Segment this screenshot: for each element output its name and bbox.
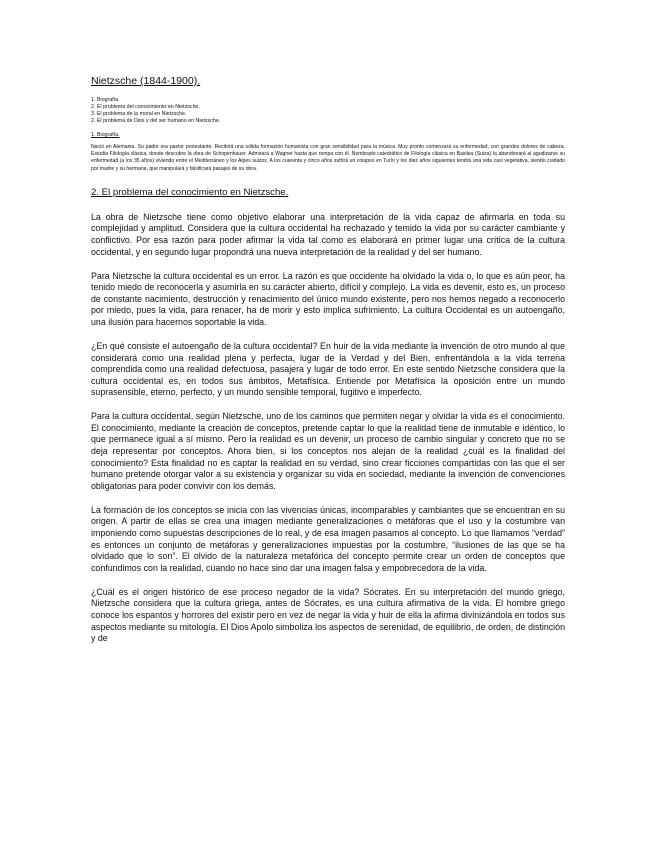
document-title: Nietzsche (1844-1900). (91, 75, 201, 87)
biography-heading: 1. Biografía. (91, 132, 120, 138)
paragraph: La formación de los conceptos se inicia con las vivencias únicas, incomparables y cambiantes que se encuentran en su origen. A partir de ellas se crea una imagen mediante generalizaciones o metáforas que el uso y la costumbre van imponiendo como supuestas descripciones de lo real, y de esa imagen pasamos al concepto. Lo que llamamos “verdad” es entonces un conjunto de metáforas y generalizaciones impuestas por la costumbre, “ilusiones de las que se ha olvidado que lo son”. El olvido de la naturaleza metafórica del concepto permite crear un orden de conceptos que confundimos con la realidad, cuando no hace sino dar una imagen falsa y empobrecedora de la vida. (91, 504, 565, 573)
paragraph: La obra de Nietzsche tiene como objetivo elaborar una interpretación de la vida capaz de afirmarla en toda su complejidad y amplitud. Considera que la cultura occidental ha rechazado y temido la vida por su carácter cambiante y conflictivo. Por esa razón para poder afirmar la vida tal como es elaborará en primer lugar una crítica de la cultura occidental, y en segundo lugar propondrá una nueva interpretación de la realidad y del ser humano. (91, 211, 565, 257)
paragraph: Para Nietzsche la cultura occidental es un error. La razón es que occidente ha olvidado la vida o, lo que es aún peor, ha tenido miedo de reconocerla y asumirla en su carácter abierto, difícil y complejo. La vida es devenir, esto es, un proceso de constante nacimiento, destrucción y renacimiento del único mundo existente, pero nos hemos negado a reconocerlo por miedo, pues la vida, para renacer, ha de morir y esto implica sufrimiento. La cultura Occidental es un autoengaño, una ilusión para hacernos soportable la vida. (91, 270, 565, 327)
paragraph: ¿En qué consiste el autoengaño de la cultura occidental? En huir de la vida mediante la invención de otro mundo al que considerará como una realidad plena y perfecta, lugar de la Verdad y del Bien, enfrentándola a la vida terrena comprendida como una realidad defectuosa, pasajera y lugar de todo error. En este sentido Nietzsche considera que la cultura occidental es, en todos sus ámbitos, Metafísica. Entiende por Metafísica la oposición entre un mundo suprasensible, eterno, perfecto, y un mundo sensible temporal, fugitivo e imperfecto. (91, 340, 565, 398)
toc-item: 3. El problema de la moral en Nietzsche. (91, 111, 187, 117)
paragraph: Para la cultura occidental, según Nietzsche, uno de los caminos que permiten negar y olvidar la vida es el conocimiento. El conocimiento, mediante la creación de conceptos, pretende captar lo que la realidad tiene de inmutable e idéntico, lo que permanece igual a sí mismo. Pero la realidad es un devenir, un proceso de cambio singular y concreto que no se deja representar por conceptos. Ahora bien, si los conceptos nos alejan de la realidad ¿cuál es la finalidad del conocimiento? Esta finalidad no es captar la realidad en su verdad, sino crear ficciones compartidas con las que el ser humano pretende otorgar valor a su existencia y organizar su vida en sociedad, mediante la invención de convenciones obligatorias para poder convivir con los demás. (91, 411, 565, 491)
document-page (91, 75, 565, 657)
paragraph: ¿Cuál es el origen histórico de ese proceso negador de la vida? Sócrates. En su interpretación del mundo griego, Nietzsche considera que la cultura griega, antes de Sócrates, es una cultura afirmativa de la vida. El hombre griego conoce los espantos y horrores del existir pero en vez de negar la vida y huir de ella la afirma divinizándola en todos sus aspectos mediante su mitología. El Dios Apolo simboliza los aspectos de serenidad, de equilibrio, de orden, de distinción y de (91, 586, 565, 644)
toc-item: 2. El problema del conocimiento en Nietzsche. (91, 104, 200, 110)
biography-text: Nació en Alemania. Su padre era pastor protestante. Recibirá una sólida formación humanista con gran sensibilidad para la música. Muy pronto comenzará su enfermedad, con grandes dolores de cabeza. Estudia Filología clásica, donde descubre la obra de Schopenhauer. Admirará a Wagner hasta que rompa con él. Nombrado catedrático de Filología clásica en Basilea (Suiza) la abandonará al agudizarse su enfermedad (a los 35 años) viviendo entre el Mediterráneo y los Alpes suizos. A los cuarenta y cinco años sufrirá un colapso en Turín y los diez años siguientes tendrá una vida casi vegetativa, siendo cuidado por madre y su hermana, que manipulará y falsificará pasajes de su obra. (91, 144, 565, 172)
toc-item: 2. El problema de Dios y del ser humano en Nietzsche. (91, 118, 221, 124)
table-of-contents (91, 97, 565, 125)
section-heading: 2. El problema del conocimiento en Nietzsche. (91, 186, 289, 198)
toc-item: 1. Biografía. (91, 97, 120, 103)
